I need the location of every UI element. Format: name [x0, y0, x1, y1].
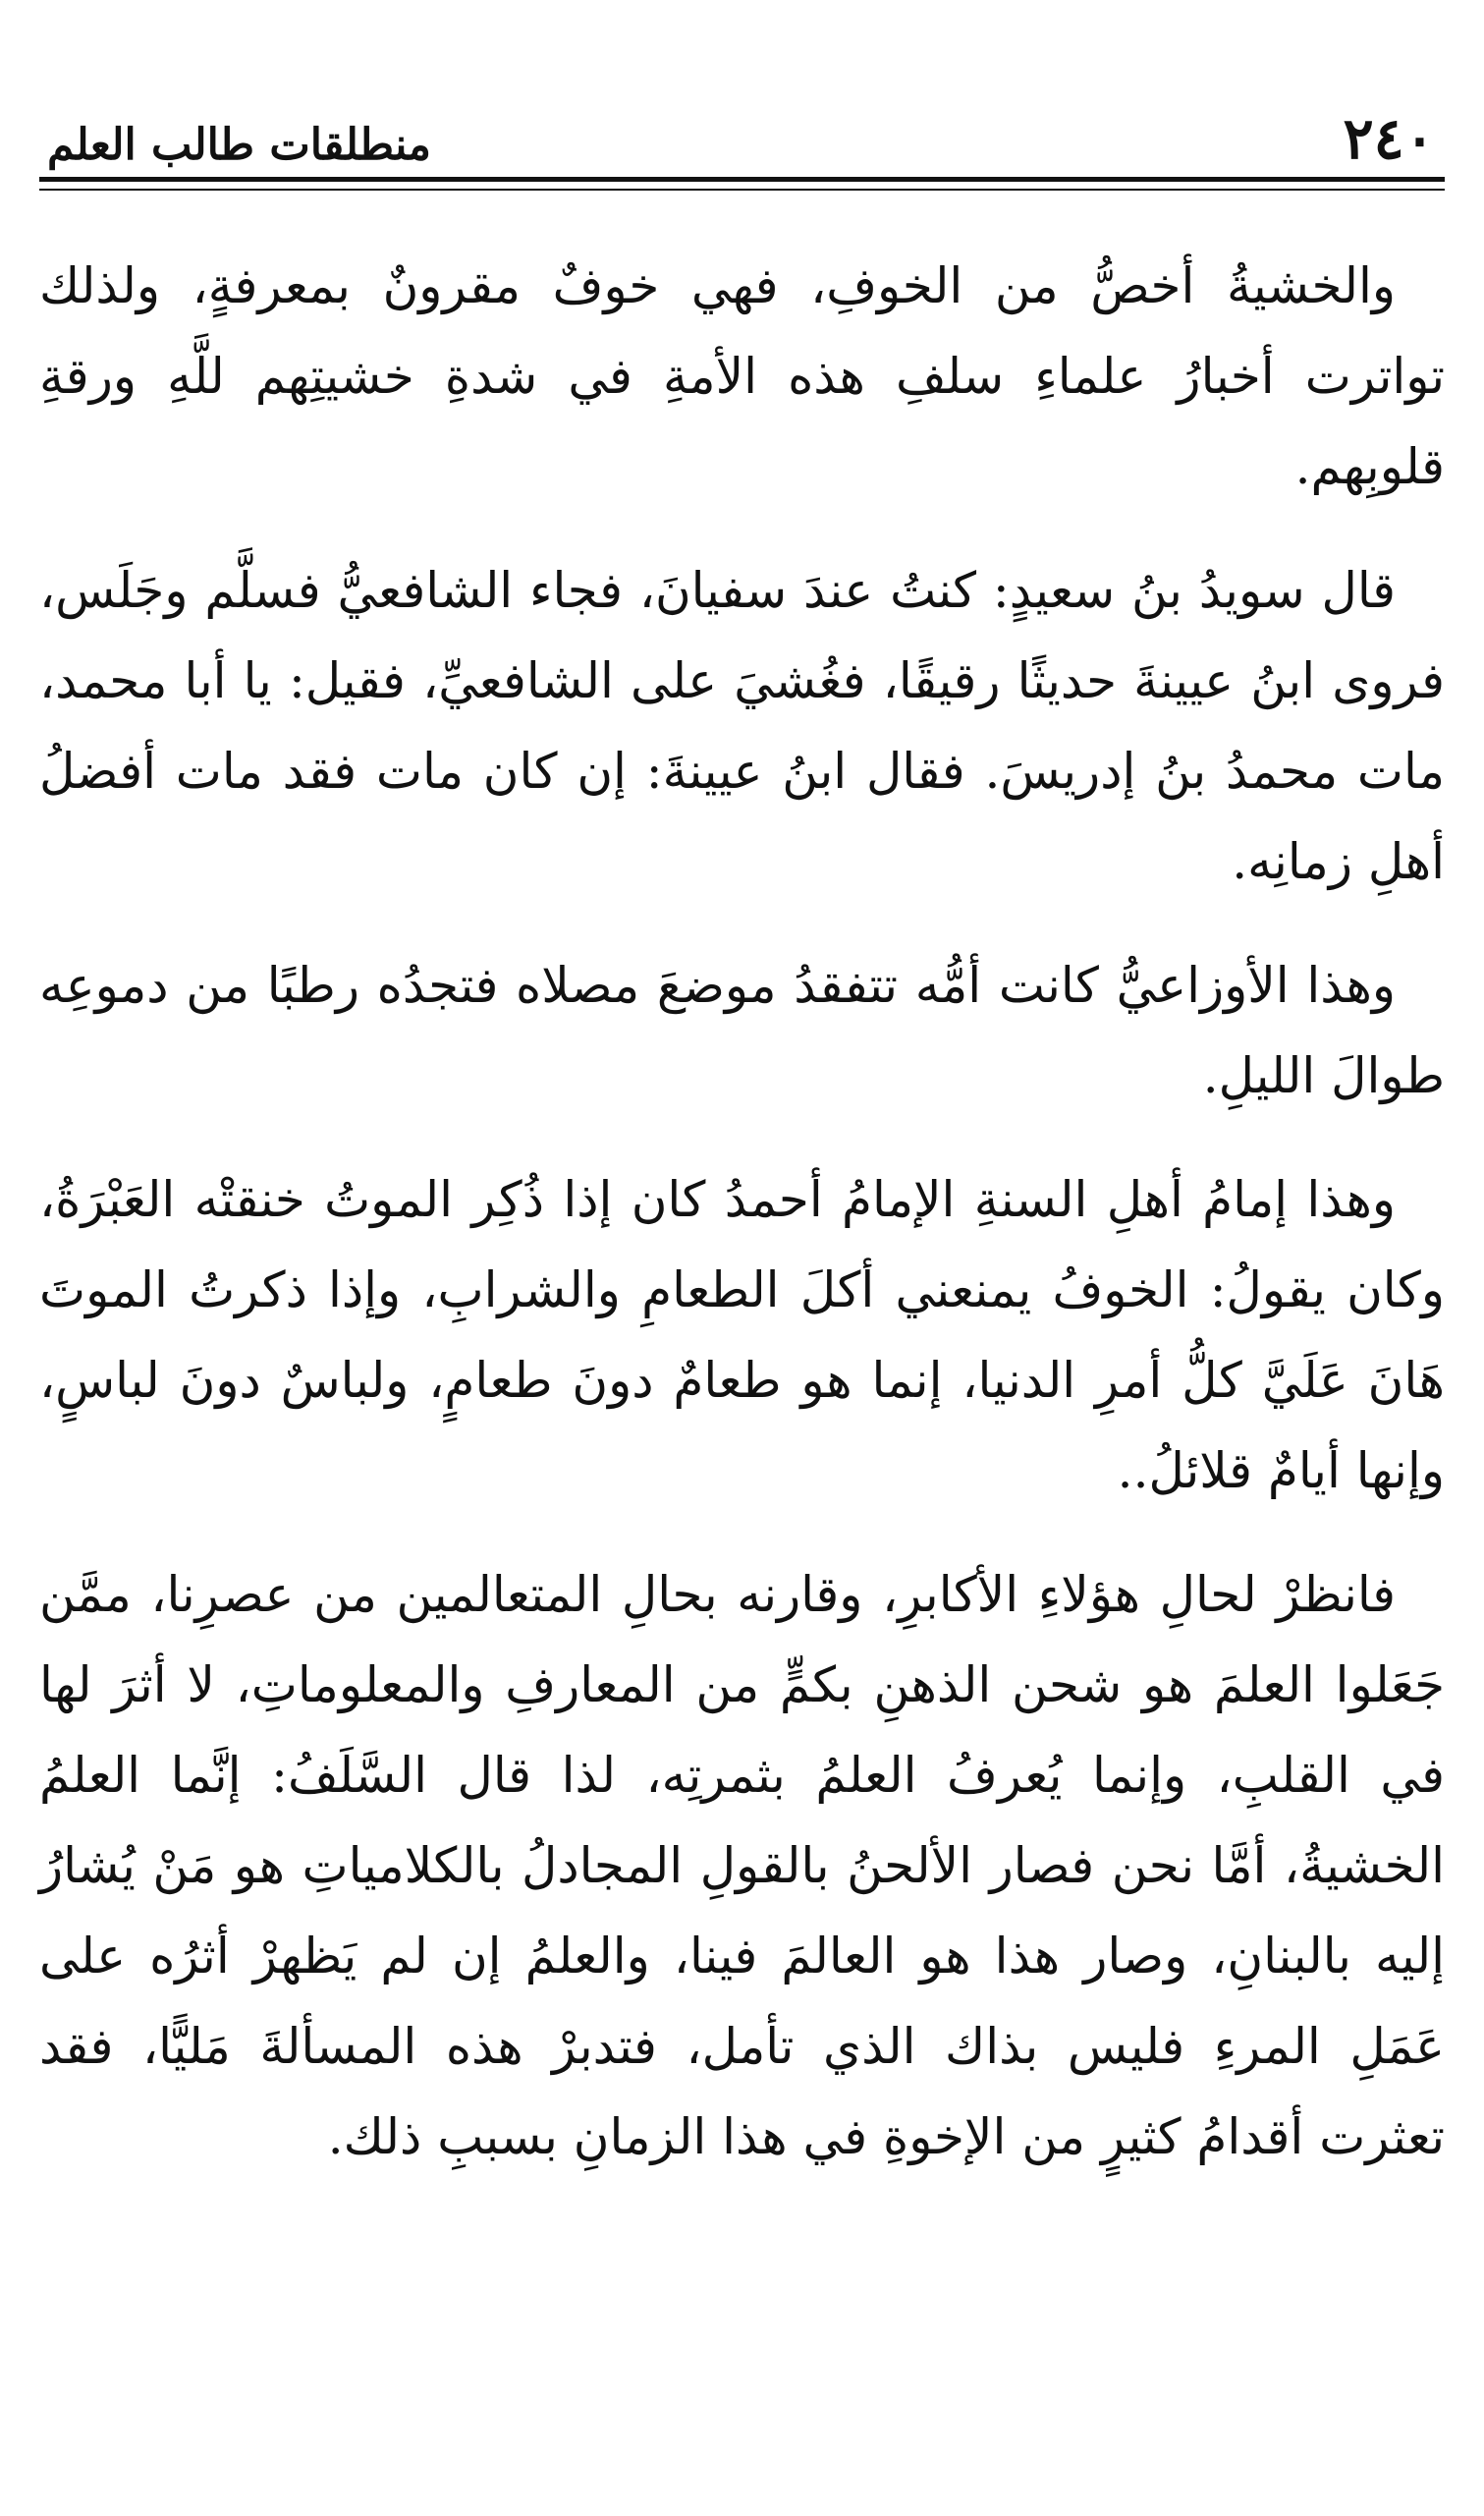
header-rule-thick: [39, 177, 1445, 182]
paragraph: وهذا الأوزاعيُّ كانت أمُّه تتفقدُ موضعَ مصلاه فتجدُه رطبًا من دموعِه طوالَ الليلِ.: [39, 957, 1445, 1104]
paragraph: قال سويدُ بنُ سعيدٍ: كنتُ عندَ سفيانَ، فجاء الشافعيُّ فسلَّم وجَلَس، فروى ابنُ عيينةَ حديثًا رقيقًا، فغُشيَ على الشافعيِّ، فقيل: يا أبا محمد، مات محمدُ بنُ إدريسَ. فقال ابنُ عيينةَ: إن كان مات فقد مات أفضلُ أهلِ زمانِه.: [39, 562, 1445, 890]
paragraph: والخشيةُ أخصُّ من الخوفِ، فهي خوفٌ مقرونٌ بمعرفةٍ، ولذلك تواترت أخبارُ علماءِ سلفِ هذه الأمةِ في شدةِ خشيتِهم للَّهِ ورقةِ قلوبِهم.: [39, 257, 1445, 495]
running-title: منطلقات طالب العلم: [47, 120, 431, 170]
page-header: [39, 98, 1445, 172]
body-text: [39, 241, 1445, 2215]
page-number: ٢٤٠: [1343, 105, 1435, 172]
header-rule-thin: [39, 189, 1445, 191]
paragraph: وهذا إمامُ أهلِ السنةِ الإمامُ أحمدُ كان إذا ذُكِر الموتُ خنقتْه العَبْرَةُ، وكان يقولُ: الخوفُ يمنعني أكلَ الطعامِ والشرابِ، وإذا ذكرتُ الموتَ هَانَ عَلَيَّ كلُّ أمرِ الدنيا، إنما هو طعامٌ دونَ طعامٍ، ولباسٌ دونَ لباسٍ، وإنها أيامٌ قلائلُ..: [39, 1171, 1445, 1499]
paragraph: فانظرْ لحالِ هؤلاءِ الأكابرِ، وقارنه بحالِ المتعالمين من عصرِنا، ممَّن جَعَلوا العلمَ هو شحن الذهنِ بكمٍّ من المعارفِ والمعلوماتِ، لا أثرَ لها في القلبِ، وإنما يُعرفُ العلمُ بثمرتِه، لذا قال السَّلَفُ: إنَّما العلمُ الخشيةُ، أمَّا نحن فصار الألحنُ بالقولِ المجادلُ بالكلامياتِ هو مَنْ يُشارُ إليه بالبنانِ، وصار هذا هو العالمَ فينا، والعلمُ إن لم يَظهرْ أثرُه على عَمَلِ المرءِ فليس بذاك الذي تأمل، فتدبرْ هذه المسألةَ مَليًّا، فقد تعثرت أقدامُ كثيرٍ من الإخوةِ في هذا الزمانِ بسببِ ذلك.: [39, 1566, 1445, 2165]
